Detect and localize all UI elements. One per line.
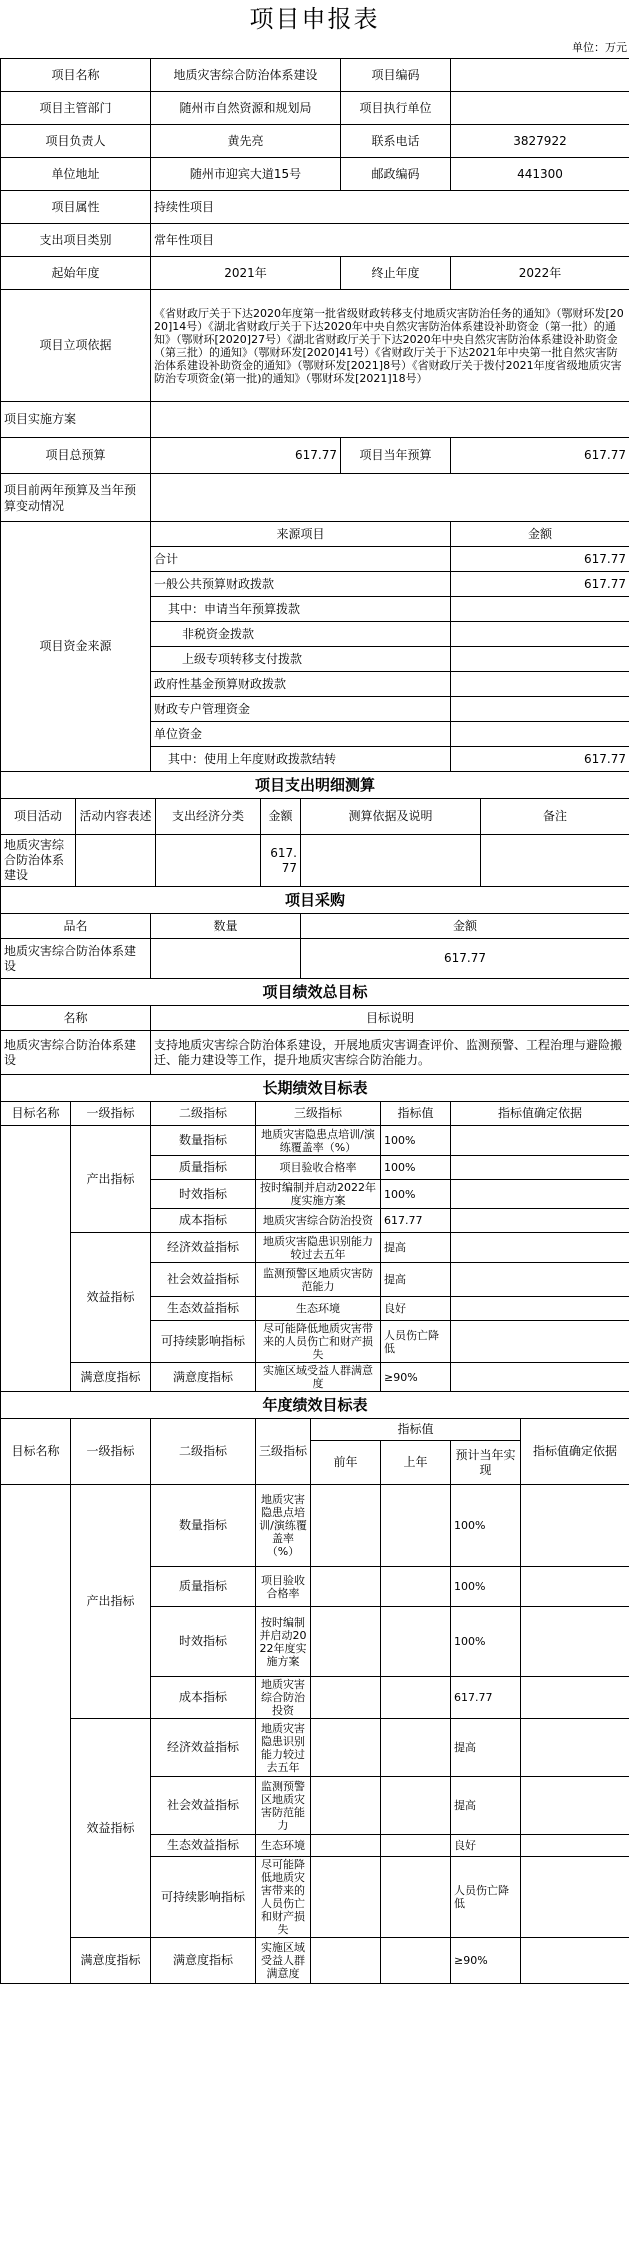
project-code-value: [451, 59, 629, 92]
annual-basis: [521, 1567, 629, 1607]
procurement-cell: 617.77: [301, 939, 629, 979]
annual-prev2: [311, 1607, 381, 1677]
annual-header-basis: 指标值确定依据: [521, 1419, 629, 1485]
budget-change-value: [151, 474, 629, 522]
long-term-level2: 社会效益指标: [151, 1263, 256, 1297]
long-term-target-name: [1, 1126, 71, 1392]
annual-current: 100%: [451, 1567, 521, 1607]
expense-header: 支出经济分类: [156, 799, 261, 835]
plan-value: [151, 402, 629, 438]
funds-header-source: 来源项目: [151, 522, 451, 547]
long-term-level3: 尽可能降低地质灾害带来的人员伤亡和财产损失: [256, 1321, 381, 1363]
project-name-label: 项目名称: [1, 59, 151, 92]
long-term-level2: 生态效益指标: [151, 1297, 256, 1321]
annual-prev1: [381, 1485, 451, 1567]
annual-current: 100%: [451, 1485, 521, 1567]
funds-row-amount: [451, 647, 629, 672]
annual-prev1: [381, 1677, 451, 1719]
long-term-level3: 地质灾害隐患点培训/演练覆盖率（%）: [256, 1126, 381, 1156]
funds-row-name: 财政专户管理资金: [151, 697, 451, 722]
start-year-label: 起始年度: [1, 257, 151, 290]
long-term-table: [0, 1074, 629, 1392]
end-year-label: 终止年度: [341, 257, 451, 290]
annual-basis: [521, 1777, 629, 1835]
basis-value: 《省财政厅关于下达2020年度第一批省级财政转移支付地质灾害防治任务的通知》（鄂财环发[2020]14号）《湖北省财政厅关于下达2020年中央自然灾害防治体系建设补助资金（第一批）的通知》（鄂财环[2020]27号）《湖北省财政厅关于下达2020年中央自然灾害防治体系建设补助资金（第三批）的通知》（鄂财环发[2020]41号）《省财政厅关于下达2021年中央第一批自然灾害防治体系建设补助资金的通知》（鄂财环发[2021]8号）《省财政厅关于拨付2021年度省级地质灾害防治专项资金(第一批)的通知》（鄂财环发[2021]18号）: [151, 290, 629, 402]
perf-total-section-title: 项目绩效总目标: [1, 979, 629, 1006]
long-term-level2: 经济效益指标: [151, 1233, 256, 1263]
annual-basis: [521, 1719, 629, 1777]
funds-row-name: 其中：使用上年度财政拨款结转: [151, 747, 451, 772]
perf-total-name: 地质灾害综合防治体系建设: [1, 1031, 151, 1075]
postcode-value: 441300: [451, 158, 629, 191]
start-year-value: 2021年: [151, 257, 341, 290]
long-term-header: 指标值确定依据: [451, 1102, 629, 1126]
long-term-basis: [451, 1233, 629, 1263]
annual-prev2: [311, 1719, 381, 1777]
expense-cell: [481, 835, 629, 887]
annual-basis: [521, 1677, 629, 1719]
annual-prev1: [381, 1567, 451, 1607]
long-term-level2: 时效指标: [151, 1180, 256, 1209]
annual-level3: 按时编制并启动2022年度实施方案: [256, 1607, 311, 1677]
perf-total-table: [0, 978, 629, 1075]
basic-info-table: [0, 58, 629, 522]
perf-total-desc: 支持地质灾害综合防治体系建设，开展地质灾害调查评价、监测预警、工程治理与避险搬迁、能力建设等工作，提升地质灾害综合防治能力。: [151, 1031, 629, 1075]
long-term-value: 617.77: [381, 1209, 451, 1233]
category-value: 常年性项目: [151, 224, 629, 257]
funds-row-amount: [451, 672, 629, 697]
expense-cell: 617.77: [261, 835, 301, 887]
annual-level3: 地质灾害隐患点培训/演练覆盖率（%）: [256, 1485, 311, 1567]
annual-header-level1: 一级指标: [71, 1419, 151, 1485]
annual-current: 617.77: [451, 1677, 521, 1719]
category-label: 支出项目类别: [1, 224, 151, 257]
annual-section-title: 年度绩效目标表: [1, 1392, 629, 1419]
annual-level3: 生态环境: [256, 1835, 311, 1857]
phone-value: 3827922: [451, 125, 629, 158]
long-term-header: 一级指标: [71, 1102, 151, 1126]
long-term-header: 二级指标: [151, 1102, 256, 1126]
total-budget-value: 617.77: [151, 438, 341, 474]
expense-cell: 地质灾害综合防治体系建设: [1, 835, 76, 887]
dept-label: 项目主管部门: [1, 92, 151, 125]
expense-header: 测算依据及说明: [301, 799, 481, 835]
long-term-level2: 质量指标: [151, 1156, 256, 1180]
annual-header-level2: 二级指标: [151, 1419, 256, 1485]
long-term-value: 良好: [381, 1297, 451, 1321]
annual-prev2: [311, 1835, 381, 1857]
annual-level2: 可持续影响指标: [151, 1857, 256, 1938]
annual-target-name: [1, 1485, 71, 1984]
annual-prev2: [311, 1567, 381, 1607]
funds-row-name: 非税资金拨款: [151, 622, 451, 647]
procurement-header: 数量: [151, 914, 301, 939]
end-year-value: 2022年: [451, 257, 629, 290]
long-term-section-title: 长期绩效目标表: [1, 1075, 629, 1102]
long-term-value: 100%: [381, 1180, 451, 1209]
perf-total-header-name: 名称: [1, 1006, 151, 1031]
long-term-value: 提高: [381, 1233, 451, 1263]
phone-label: 联系电话: [341, 125, 451, 158]
annual-basis: [521, 1835, 629, 1857]
expense-section-title: 项目支出明细测算: [1, 772, 629, 799]
attr-value: 持续性项目: [151, 191, 629, 224]
long-term-level3: 地质灾害隐患识别能力较过去五年: [256, 1233, 381, 1263]
procurement-header: 品名: [1, 914, 151, 939]
annual-level2: 经济效益指标: [151, 1719, 256, 1777]
funds-row-amount: 617.77: [451, 572, 629, 597]
perf-total-header-desc: 目标说明: [151, 1006, 629, 1031]
annual-prev1: [381, 1938, 451, 1984]
expense-header: 项目活动: [1, 799, 76, 835]
expense-header: 金额: [261, 799, 301, 835]
exec-unit-value: [451, 92, 629, 125]
long-term-level2: 成本指标: [151, 1209, 256, 1233]
annual-header-value: 指标值: [311, 1419, 521, 1441]
annual-prev1: [381, 1835, 451, 1857]
annual-basis: [521, 1485, 629, 1567]
annual-level3: 地质灾害隐患识别能力较过去五年: [256, 1719, 311, 1777]
project-name-value: 地质灾害综合防治体系建设: [151, 59, 341, 92]
total-budget-label: 项目总预算: [1, 438, 151, 474]
year-budget-label: 项目当年预算: [341, 438, 451, 474]
annual-level2: 数量指标: [151, 1485, 256, 1567]
procurement-cell: 地质灾害综合防治体系建设: [1, 939, 151, 979]
long-term-level1: 满意度指标: [71, 1363, 151, 1392]
funds-table: [0, 521, 629, 772]
plan-label: 项目实施方案: [1, 402, 151, 438]
annual-header-current: 预计当年实现: [451, 1441, 521, 1485]
funds-row-amount: [451, 697, 629, 722]
long-term-basis: [451, 1297, 629, 1321]
funds-row-amount: [451, 722, 629, 747]
funds-row-amount: 617.77: [451, 547, 629, 572]
expense-cell: [76, 835, 156, 887]
annual-level2: 满意度指标: [151, 1938, 256, 1984]
expense-table: [0, 771, 629, 887]
annual-level3: 项目验收合格率: [256, 1567, 311, 1607]
procurement-cell: [151, 939, 301, 979]
attr-label: 项目属性: [1, 191, 151, 224]
long-term-level3: 地质灾害综合防治投资: [256, 1209, 381, 1233]
procurement-header: 金额: [301, 914, 629, 939]
dept-value: 随州市自然资源和规划局: [151, 92, 341, 125]
funds-row-name: 单位资金: [151, 722, 451, 747]
annual-prev2: [311, 1857, 381, 1938]
postcode-label: 邮政编码: [341, 158, 451, 191]
address-value: 随州市迎宾大道15号: [151, 158, 341, 191]
owner-value: 黄先亮: [151, 125, 341, 158]
annual-prev2: [311, 1677, 381, 1719]
annual-header-level3: 三级指标: [256, 1419, 311, 1485]
long-term-header: 指标值: [381, 1102, 451, 1126]
annual-current: 提高: [451, 1719, 521, 1777]
expense-cell: [301, 835, 481, 887]
annual-level1: 满意度指标: [71, 1938, 151, 1984]
annual-level2: 成本指标: [151, 1677, 256, 1719]
annual-level1: 效益指标: [71, 1719, 151, 1938]
procurement-table: [0, 886, 629, 979]
expense-header: 备注: [481, 799, 629, 835]
funds-row-name: 一般公共预算财政拨款: [151, 572, 451, 597]
expense-header: 活动内容表述: [76, 799, 156, 835]
funds-header-amount: 金额: [451, 522, 629, 547]
long-term-level2: 可持续影响指标: [151, 1321, 256, 1363]
funds-row-name: 上级专项转移支付拨款: [151, 647, 451, 672]
annual-table: [0, 1391, 629, 1984]
annual-level2: 时效指标: [151, 1607, 256, 1677]
annual-current: ≥90%: [451, 1938, 521, 1984]
long-term-level3: 实施区域受益人群满意度: [256, 1363, 381, 1392]
long-term-value: 100%: [381, 1156, 451, 1180]
basis-label: 项目立项依据: [1, 290, 151, 402]
long-term-basis: [451, 1321, 629, 1363]
annual-header-prev1: 上年: [381, 1441, 451, 1485]
long-term-basis: [451, 1156, 629, 1180]
long-term-level1: 产出指标: [71, 1126, 151, 1233]
long-term-level3: 项目验收合格率: [256, 1156, 381, 1180]
long-term-level2: 数量指标: [151, 1126, 256, 1156]
long-term-value: 提高: [381, 1263, 451, 1297]
annual-current: 良好: [451, 1835, 521, 1857]
year-budget-value: 617.77: [451, 438, 629, 474]
owner-label: 项目负责人: [1, 125, 151, 158]
address-label: 单位地址: [1, 158, 151, 191]
annual-level2: 社会效益指标: [151, 1777, 256, 1835]
long-term-header: 目标名称: [1, 1102, 71, 1126]
long-term-basis: [451, 1363, 629, 1392]
funds-row-name: 其中：申请当年预算拨款: [151, 597, 451, 622]
procurement-section-title: 项目采购: [1, 887, 629, 914]
long-term-basis: [451, 1209, 629, 1233]
funds-row-name: 政府性基金预算财政拨款: [151, 672, 451, 697]
annual-current: 100%: [451, 1607, 521, 1677]
annual-level2: 生态效益指标: [151, 1835, 256, 1857]
unit-label: 单位：万元: [572, 41, 627, 54]
annual-current: 人员伤亡降低: [451, 1857, 521, 1938]
project-code-label: 项目编码: [341, 59, 451, 92]
annual-header-target: 目标名称: [1, 1419, 71, 1485]
long-term-value: ≥90%: [381, 1363, 451, 1392]
annual-prev1: [381, 1857, 451, 1938]
annual-prev1: [381, 1777, 451, 1835]
long-term-level1: 效益指标: [71, 1233, 151, 1363]
long-term-basis: [451, 1180, 629, 1209]
page-title: 项目申报表: [249, 5, 380, 33]
exec-unit-label: 项目执行单位: [341, 92, 451, 125]
long-term-level3: 监测预警区地质灾害防范能力: [256, 1263, 381, 1297]
annual-level3: 尽可能降低地质灾害带来的人员伤亡和财产损失: [256, 1857, 311, 1938]
annual-basis: [521, 1857, 629, 1938]
long-term-value: 人员伤亡降低: [381, 1321, 451, 1363]
annual-basis: [521, 1938, 629, 1984]
annual-prev2: [311, 1777, 381, 1835]
long-term-basis: [451, 1126, 629, 1156]
annual-prev2: [311, 1938, 381, 1984]
long-term-basis: [451, 1263, 629, 1297]
funds-row-amount: 617.77: [451, 747, 629, 772]
long-term-level2: 满意度指标: [151, 1363, 256, 1392]
annual-level2: 质量指标: [151, 1567, 256, 1607]
budget-change-label: 项目前两年预算及当年预算变动情况: [1, 474, 151, 522]
annual-level3: 地质灾害综合防治投资: [256, 1677, 311, 1719]
annual-level3: 监测预警区地质灾害防范能力: [256, 1777, 311, 1835]
funds-row-name: 合计: [151, 547, 451, 572]
annual-header-prev2: 前年: [311, 1441, 381, 1485]
annual-prev1: [381, 1607, 451, 1677]
annual-prev2: [311, 1485, 381, 1567]
funds-label: 项目资金来源: [1, 522, 151, 772]
long-term-value: 100%: [381, 1126, 451, 1156]
funds-row-amount: [451, 597, 629, 622]
annual-prev1: [381, 1719, 451, 1777]
annual-level1: 产出指标: [71, 1485, 151, 1719]
long-term-level3: 按时编制并启动2022年度实施方案: [256, 1180, 381, 1209]
funds-row-amount: [451, 622, 629, 647]
annual-basis: [521, 1607, 629, 1677]
expense-cell: [156, 835, 261, 887]
annual-level3: 实施区域受益人群满意度: [256, 1938, 311, 1984]
long-term-header: 三级指标: [256, 1102, 381, 1126]
long-term-level3: 生态环境: [256, 1297, 381, 1321]
annual-current: 提高: [451, 1777, 521, 1835]
